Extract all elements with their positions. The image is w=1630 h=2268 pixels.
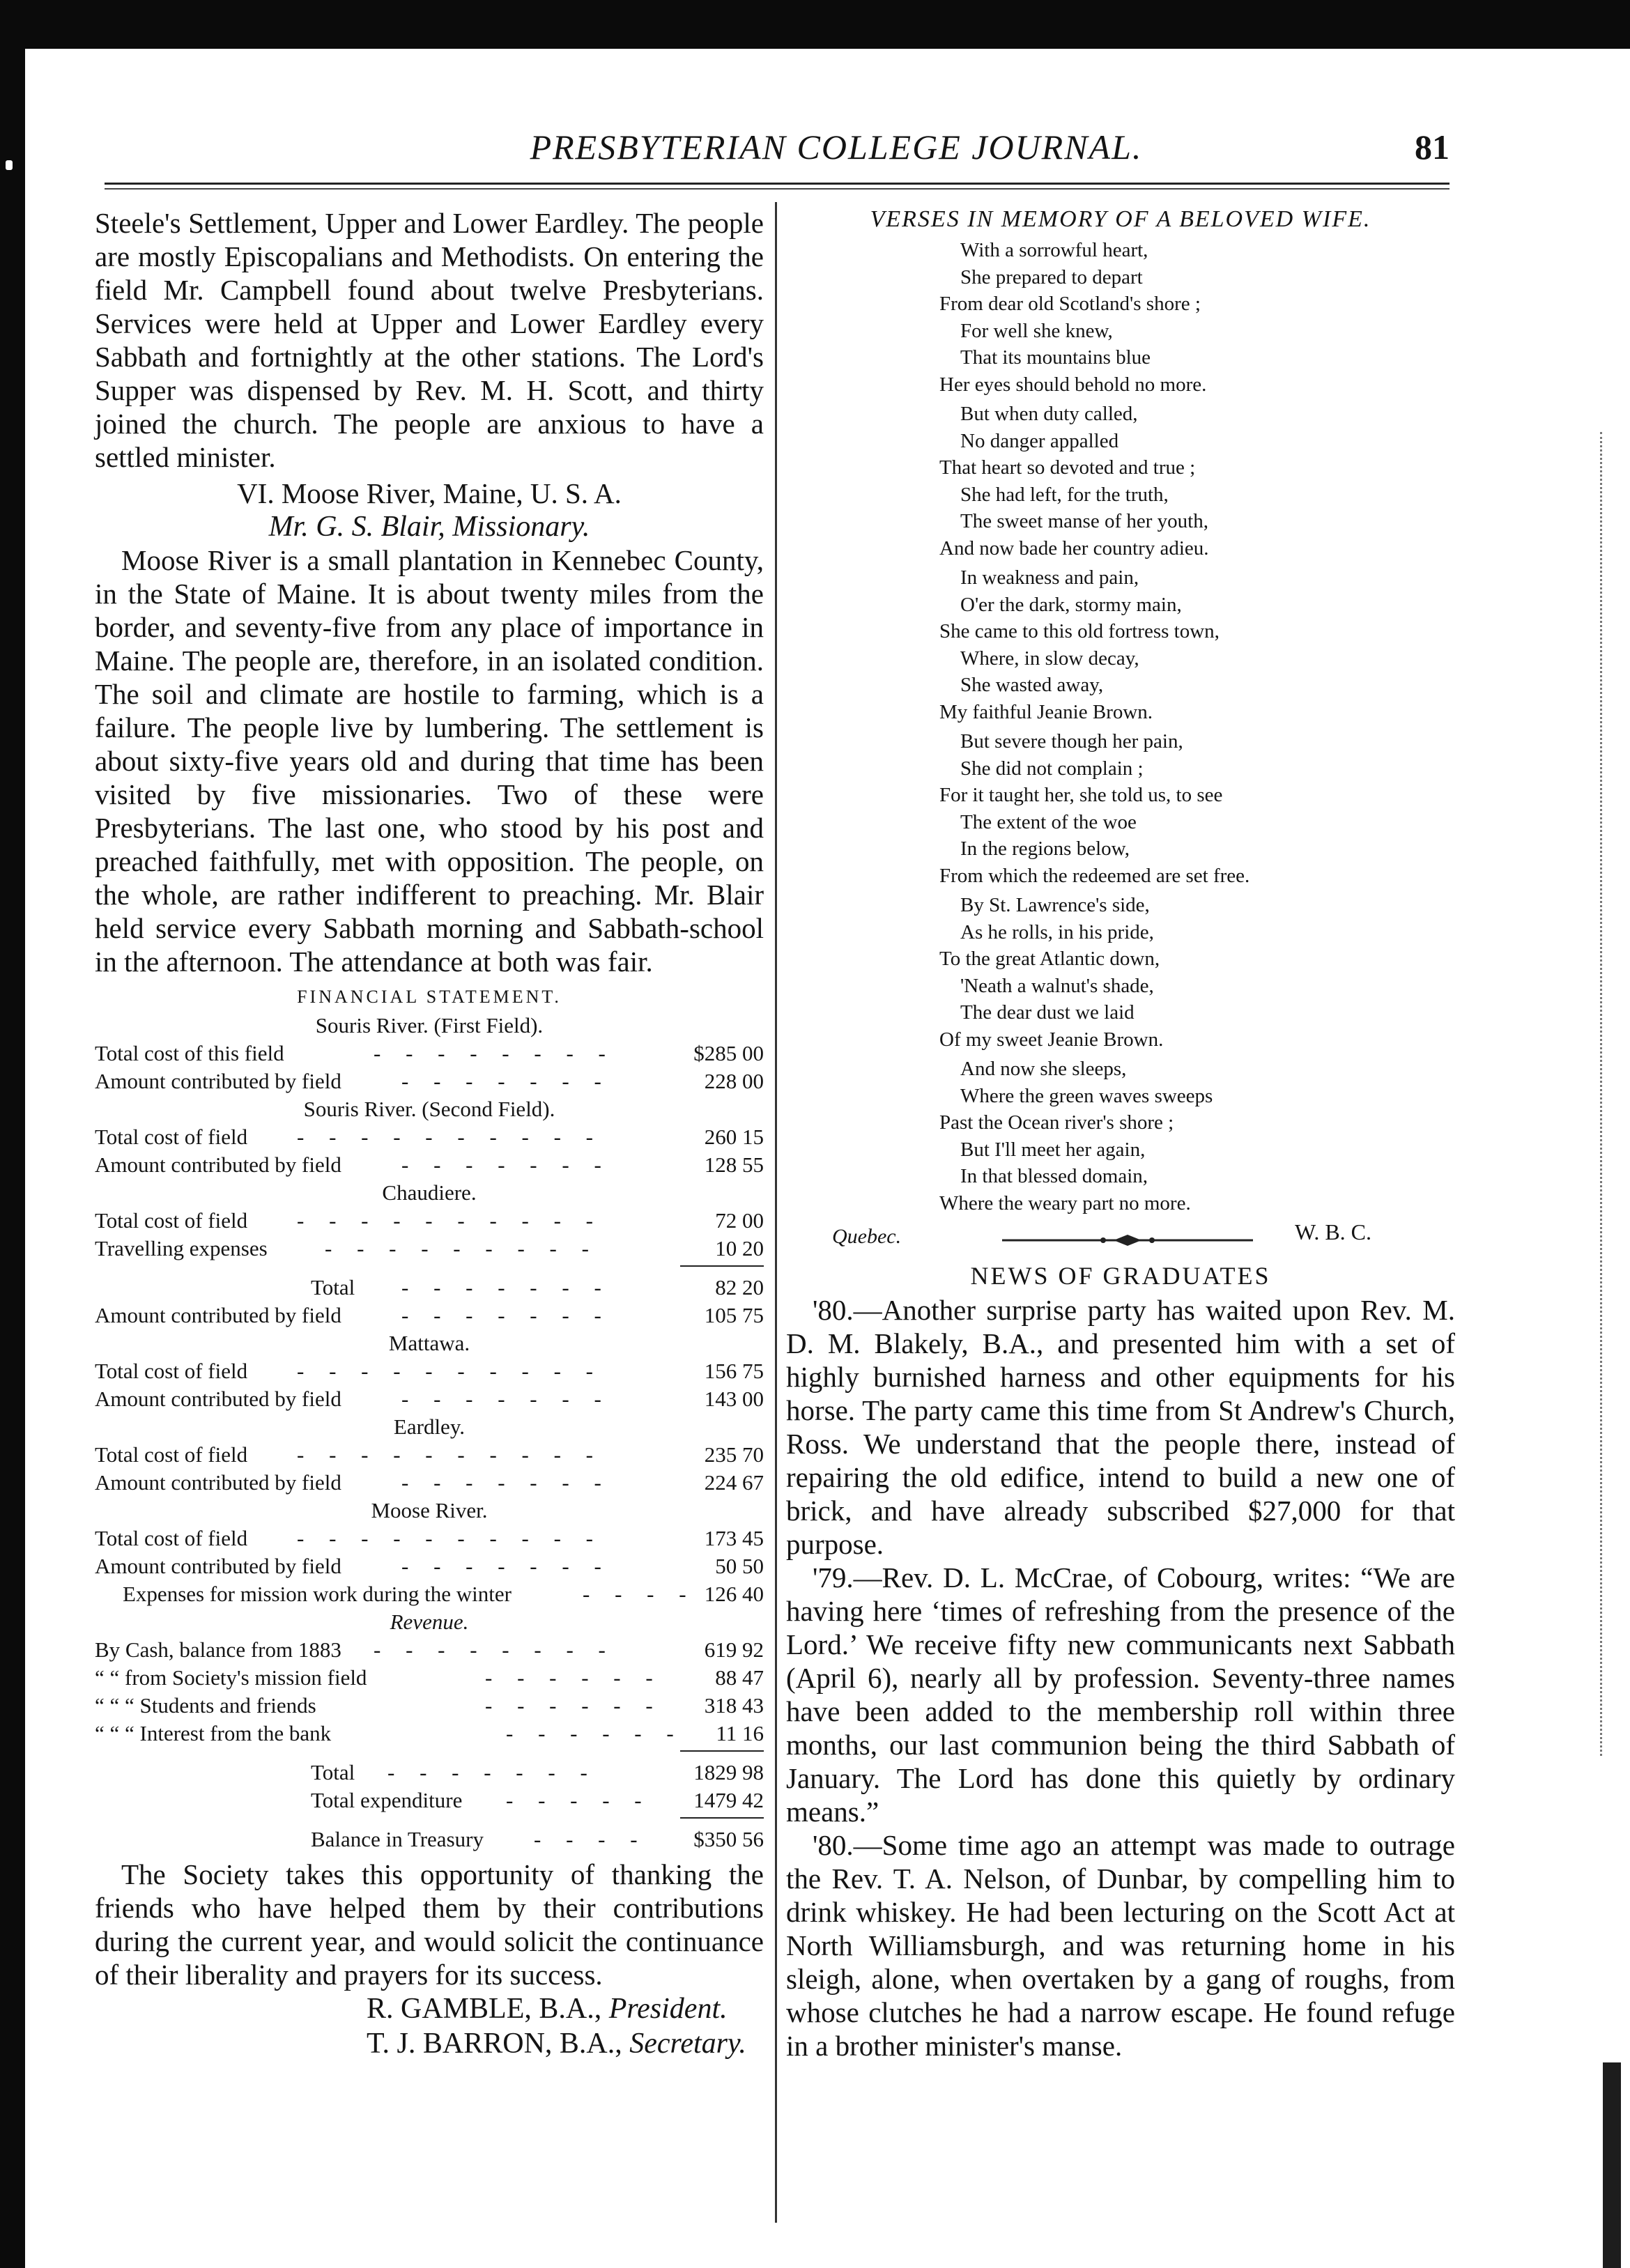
signature-secretary: T. J. BARRON, B.A., Secretary. <box>367 2028 746 2060</box>
poem-stanza <box>786 892 1455 1053</box>
poem-line: She came to this old fortress town, <box>939 620 1220 642</box>
fin-amount: 72 00 <box>715 1208 764 1233</box>
poem-stanza <box>786 1056 1455 1217</box>
fin-amount: 224 67 <box>704 1470 764 1495</box>
financial-statement <box>95 987 764 1853</box>
fin-row: Amount contributed by field - - - - - - - 128 55 <box>95 1151 764 1179</box>
poem-place: Quebec. <box>832 1225 902 1248</box>
poem-line: In weakness and pain, <box>960 566 1139 589</box>
fin-row: Total - - - - - - - 1829 98 <box>95 1759 764 1787</box>
fin-amount: 318 43 <box>704 1693 764 1718</box>
fin-row: Amount contributed by field - - - - - - - 105 75 <box>95 1302 764 1329</box>
paragraph-moose-river: Moose River is a small plantation in Kennebec County, in the State of Maine. It is about twenty miles from the border, and seventy-five from any place of importance in Maine. The people are, therefore, in an isolated condition. The soil and climate are hostile to farming, which is a failure. The people live by lumbering. The settlement is about sixty-five years old and during that time has been visited by five missionaries. Two of these were Presbyterians. The last one, who stood by his post and preached faithfully, met with opposition. The people, on the whole, are rather indifferent to preaching. Mr. Blair held service every Sabbath morning and Sabbath-school in the afternoon. The attendance at both was fair. <box>95 544 764 978</box>
paragraph-eardley: Steele's Settlement, Upper and Lower Eardley. The people are mostly Episcopalians and Methodists. On entering the field Mr. Campbell found about twelve Presbyterians. Services were held at Upper and Lower Eardley every Sabbath and fortnightly at the other stations. The Lord's Supper was dispensed by Rev. M. H. Scott, and thirty joined the church. The people are anxious to have a settled minister. <box>95 207 764 473</box>
poem-line: In that blessed domain, <box>960 1165 1148 1187</box>
poem-line: Past the Ocean river's shore ; <box>939 1111 1174 1134</box>
section-heading: VI. Moose River, Maine, U. S. A. <box>237 477 622 509</box>
fin-amount: 82 20 <box>715 1275 764 1299</box>
fin-amount: 173 45 <box>704 1526 764 1550</box>
fin-amount: $285 00 <box>693 1041 764 1065</box>
fin-row: “ “ from Society's mission field - - - - - - 88 47 <box>95 1664 764 1692</box>
poem-line: That its mountains blue <box>960 346 1151 369</box>
poem-author: W. B. C. <box>1295 1219 1371 1244</box>
fin-amount: 619 92 <box>704 1637 764 1662</box>
poem-line: In the regions below, <box>960 838 1130 860</box>
page-number: 81 <box>1415 128 1450 167</box>
fin-row: Amount contributed by field - - - - - - - 143 00 <box>95 1385 764 1413</box>
right-column <box>786 206 1455 2062</box>
fin-row: By Cash, balance from 1883 - - - - - - - - 619 92 <box>95 1636 764 1664</box>
header-rule <box>105 183 1450 185</box>
fin-row-balance: Balance in Treasury - - - - $350 56 <box>95 1826 764 1853</box>
fin-amount: 50 50 <box>715 1554 764 1578</box>
poem-line: She did not complain ; <box>960 757 1144 780</box>
poem-line: For it taught her, she told us, to see <box>939 784 1223 806</box>
fin-amount: 143 00 <box>704 1387 764 1411</box>
scan-edge-marks <box>1600 432 1606 1756</box>
fin-row: Total - - - - - - - 82 20 <box>95 1274 764 1302</box>
fin-row: Total cost of field - - - - - - - - - - 156 75 <box>95 1357 764 1385</box>
fin-row: Total cost of field - - - - - - - - - - 72 00 <box>95 1207 764 1235</box>
subhead-revenue: Revenue. <box>390 1610 469 1634</box>
fin-amount: 156 75 <box>704 1359 764 1383</box>
poem-line: My faithful Jeanie Brown. <box>939 700 1153 723</box>
scan-left-border <box>0 0 25 2268</box>
ornament-divider-icon <box>988 1233 1267 1247</box>
poem-line: From which the redeemed are set free. <box>939 864 1250 887</box>
poem-line: 'Neath a walnut's shade, <box>960 974 1154 997</box>
fin-row: Amount contributed by field - - - - - - - 50 50 <box>95 1552 764 1580</box>
column-divider <box>775 202 777 2223</box>
missionary-line: Mr. G. S. Blair, Missionary. <box>268 511 590 543</box>
poem-line: For well she knew, <box>960 319 1113 342</box>
poem-line: The sweet manse of her youth, <box>960 510 1208 532</box>
poem-line: Where, in slow decay, <box>960 647 1139 670</box>
subhead-mattawa: Mattawa. <box>388 1331 470 1355</box>
running-title: PRESBYTERIAN COLLEGE JOURNAL. <box>530 128 1143 167</box>
fin-row: Total cost of field - - - - - - - - - - 173 45 <box>95 1525 764 1552</box>
poem-line: O'er the dark, stormy main, <box>960 593 1182 616</box>
poem-line: But when duty called, <box>960 403 1138 425</box>
signature-president: R. GAMBLE, B.A., President. <box>367 1993 728 2025</box>
news-item: '80.—Some time ago an attempt was made to outrage the Rev. T. A. Nelson, of Dunbar, by compelling him to drink whiskey. He had been lecturing on the Scott Act at North Williamsburgh, and was returning home in his sleigh, alone, when overtaken by a gang of roughs, from whose clutches he had a narrow escape. He found refuge in a brother minister's manse. <box>786 1829 1455 2062</box>
news-heading: NEWS OF GRADUATES <box>970 1262 1271 1290</box>
fin-amount: 105 75 <box>704 1303 764 1327</box>
fin-amount: $350 56 <box>693 1827 764 1851</box>
fin-row: Total cost of this field - - - - - - - - $285 00 <box>95 1040 764 1067</box>
subhead-souris-second: Souris River. (Second Field). <box>303 1097 555 1121</box>
poem-line: Her eyes should behold no more. <box>939 373 1207 396</box>
fin-amount: 260 15 <box>704 1125 764 1149</box>
poem-stanza <box>786 728 1455 889</box>
fin-row: “ “ “ Interest from the bank - - - - - - 11 16 <box>95 1720 764 1748</box>
news-item: '79.—Rev. D. L. McCrae, of Cobourg, writes: “We are having here ‘times of refreshing from the presence of the Lord.’ We receive fifty new communicants next Sabbath (April 6), nearly all by profession. Seventy-three names have been added to the membership roll within three months, our last communion being the third Sabbath of January. The Lord has done this quietly by ordinary means.” <box>786 1561 1455 1828</box>
subhead-chaudiere: Chaudiere. <box>382 1180 477 1205</box>
poem-line: But severe though her pain, <box>960 730 1183 753</box>
fin-amount: 128 55 <box>704 1152 764 1177</box>
poem-line: And now bade her country adieu. <box>939 537 1209 560</box>
poem-line: That heart so devoted and true ; <box>939 456 1196 479</box>
fin-amount: 235 70 <box>704 1442 764 1467</box>
poem-line: The extent of the woe <box>960 810 1137 833</box>
poem-signature <box>786 1219 1455 1254</box>
poem-line: With a sorrowful heart, <box>960 239 1148 261</box>
fin-amount: 228 00 <box>704 1069 764 1093</box>
financial-title: FINANCIAL STATEMENT. <box>297 987 562 1007</box>
subhead-eardley: Eardley. <box>393 1414 466 1439</box>
verses-title: VERSES IN MEMORY OF A BELOVED WIFE. <box>870 206 1371 232</box>
poem-line: But I'll meet her again, <box>960 1138 1146 1161</box>
poem-line: She wasted away, <box>960 674 1104 696</box>
scan-edge-bar <box>1603 2062 1621 2268</box>
fin-amount: 1479 42 <box>693 1788 764 1812</box>
fin-amount: 11 16 <box>716 1721 764 1745</box>
poem-stanza <box>786 564 1455 725</box>
poem-stanza <box>786 237 1455 398</box>
fin-row: “ “ “ Students and friends - - - - - - 318 43 <box>95 1692 764 1720</box>
fin-row: Total expenditure - - - - - 1479 42 <box>95 1787 764 1814</box>
poem-line: She prepared to depart <box>960 265 1143 288</box>
poem-line: And now she sleeps, <box>960 1058 1127 1080</box>
scan-top-border <box>0 0 1630 49</box>
fin-row: Amount contributed by field - - - - - - - 224 67 <box>95 1469 764 1497</box>
fin-row: Amount contributed by field - - - - - - - 228 00 <box>95 1067 764 1095</box>
fin-row: Total cost of field - - - - - - - - - - 260 15 <box>95 1123 764 1151</box>
fin-row: Travelling expenses - - - - - - - - - 10 20 <box>95 1235 764 1263</box>
header-rule-secondary <box>105 188 1450 190</box>
fin-row: Total cost of field - - - - - - - - - - 235 70 <box>95 1441 764 1469</box>
subhead-souris-first: Souris River. (First Field). <box>315 1013 544 1037</box>
poem-stanza <box>786 401 1455 562</box>
poem-line: Where the weary part no more. <box>939 1191 1191 1214</box>
left-column <box>95 206 764 2061</box>
poem-line: The dear dust we laid <box>960 1001 1135 1024</box>
fin-amount: 126 40 <box>704 1582 764 1606</box>
poem-line: Where the green waves sweeps <box>960 1084 1213 1107</box>
scan-hole-mark <box>6 160 13 170</box>
news-item: '80.—Another surprise party has waited upon Rev. M. D. M. Blakely, B.A., and presented him with a set of highly burnished harness and other equipments for his horse. The party came this time from St Andrew's Church, Ross. We understand that the people there, instead of repairing the old edifice, intend to build a new one of brick, and have already subscribed $27,000 for that purpose. <box>786 1294 1455 1560</box>
poem-line: As he rolls, in his pride, <box>960 920 1154 943</box>
fin-amount: 88 47 <box>715 1665 764 1690</box>
paragraph-thanks: The Society takes this opportunity of thanking the friends who have helped them by their contributions during the current year, and would solicit the continuance of their liberality and prayers for its success. <box>95 1858 764 1991</box>
poem-line: No danger appalled <box>960 429 1119 452</box>
poem-line: To the great Atlantic down, <box>939 948 1160 970</box>
subhead-moose-river: Moose River. <box>371 1498 488 1522</box>
poem-line: From dear old Scotland's shore ; <box>939 293 1201 315</box>
poem-line: Of my sweet Jeanie Brown. <box>939 1028 1164 1051</box>
fin-row: Expenses for mission work during the winter - - - - 126 40 <box>95 1580 764 1608</box>
poem-line: By St. Lawrence's side, <box>960 894 1150 916</box>
poem-line: She had left, for the truth, <box>960 483 1169 506</box>
fin-amount: 10 20 <box>715 1236 764 1260</box>
fin-amount: 1829 98 <box>693 1760 764 1784</box>
